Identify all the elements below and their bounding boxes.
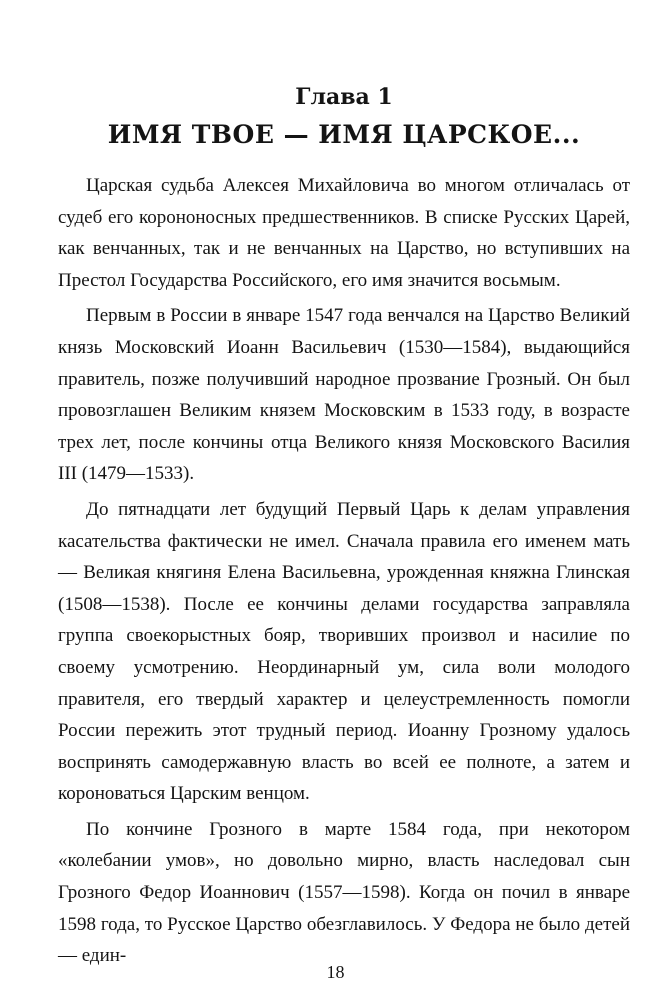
paragraph-1: Царская судьба Алексея Михайловича во многом отличалась от судеб его корононосных предшественников. В списке Русских Царей, как венчанных, так и не венчанных на Царство, но вступивших на Престол Государства Российского, его имя значится восьмым. (58, 175, 630, 291)
paragraph-3: До пятнадцати лет будущий Первый Царь к делам управления касательства фактически не имел. Сначала правила его именем мать — Великая княгиня Елена Васильевна, урожденная княжна Глинская (1508—1538). После ее кончины делами государства заправляла группа своекорыстных бояр, творивших произвол и насилие по своему усмотрению. Неординарный ум, сила воли молодого правителя, его твердый характер и целеустремленность помогли России пережить этот трудный период. Иоанну Грозному удалось воспринять самодержавную власть во всей ее полноте, а затем и короноваться Царским венцом. (58, 498, 630, 805)
chapter-label: Глава 1 (295, 84, 393, 110)
chapter-title: ИМЯ ТВОЕ — ИМЯ ЦАРСКОЕ... (107, 120, 581, 149)
paragraph-2: Первым в России в январе 1547 года венчался на Царство Великий князь Московский Иоанн Васильевич (1530—1584), выдающийся правитель, позже получивший народное прозвание Грозный. Он был провозглашен Великим князем Московским в 1533 году, в возрасте трех лет, после кончины отца Великого князя Московского Василия III (1479—1533). (58, 305, 630, 485)
page-body (58, 82, 630, 976)
page-number: 18 (326, 962, 345, 982)
paragraph-4: По кончине Грозного в марте 1584 года, при некотором «колебании умов», но довольно мирно, власть наследовал сын Грозного Федор Иоаннович (1557—1598). Когда он почил в январе 1598 года, то Русское Царство обезглавилось. У Федора не было детей — един- (58, 818, 630, 967)
